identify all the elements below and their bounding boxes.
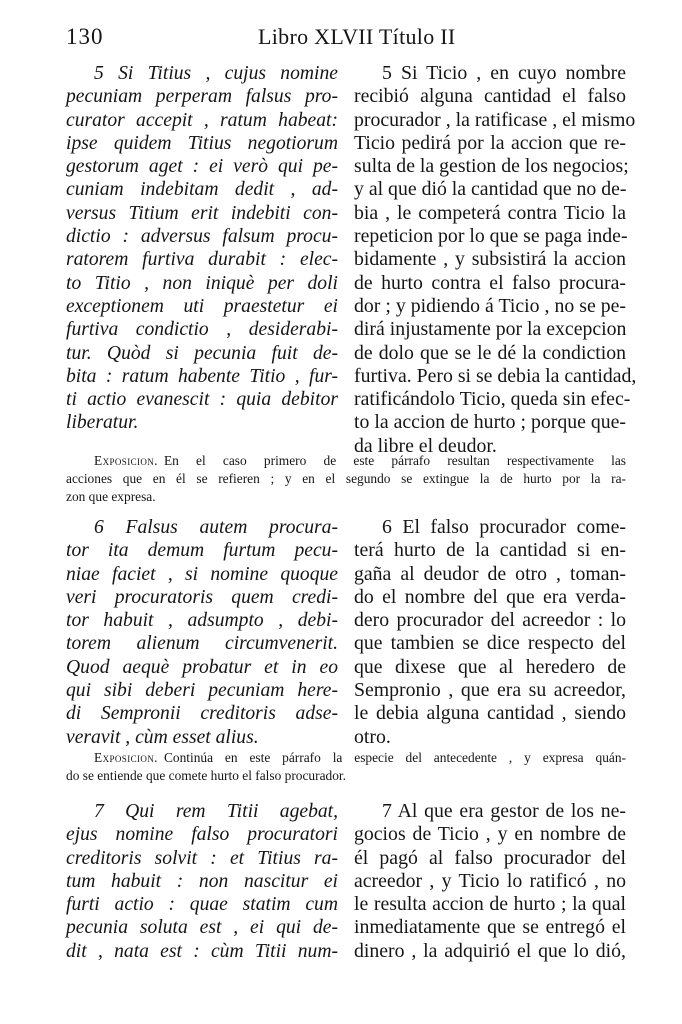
exposicion-line: acciones que en él se refieren ; y en el segundo se extingue la de hurto por la ra- [66,471,626,486]
spanish-line: recibió alguna cantidad el falso [354,85,626,108]
spanish-line: que tambien se dice respecto del [354,632,626,655]
spanish-line: dor ; y pidiendo á Ticio , no se pe- [354,294,626,317]
latin-line: gestorum aget : ei verò qui pe- [66,156,338,178]
page-header [66,24,626,54]
spanish-line: to la accion de hurto ; porque que- [354,411,626,434]
latin-line: liberatur. [66,412,139,434]
exposicion-text: En el caso primero de este párrafo resultan respectivamente las [163,453,626,468]
spanish-line: Sempronio , que era su acreedor, [354,679,626,702]
spanish-line: bidamente , y subsistirá la accion [354,248,626,271]
spanish-column [354,800,626,963]
spanish-line: de dolo que se le dé la condiction [354,341,626,364]
exposicion-text: Continúa en este párrafo la especie del antecedente , y expresa quán- [163,750,626,765]
latin-line: pecunia soluta est , ei qui de- [66,917,338,939]
exposicion-line: zon que expresa. [66,489,156,504]
latin-line: ratorem furtiva durabit : elec- [66,249,338,271]
spanish-column [354,62,637,458]
spanish-line: inmediatamente que se entregó el [354,916,626,939]
exposicion-label: Exposicion. [94,750,158,765]
latin-line: niae faciet , si nomine quoque [66,563,338,585]
spanish-line: 6 El falso procurador come- [382,516,626,538]
latin-line: 6 Falsus autem procura- [94,517,338,538]
spanish-line: 5 Si Ticio , en cuyo nombre [382,62,626,84]
latin-line: bita : ratum habente Titio , fur- [66,365,338,387]
latin-line: torem alienum circumvenerit. [66,633,338,655]
latin-line: Quod aequè probatur et in eo [66,656,338,678]
latin-line: exceptionem uti praestetur ei [66,295,338,317]
latin-line: qui sibi deberi pecuniam here- [66,680,338,702]
spanish-line: sulta de la gestion de los negocios; [354,155,629,178]
exposicion-note [66,749,626,785]
spanish-line: procurador , la ratificase , el mismo [354,108,636,131]
spanish-line: le resulta accion de hurto ; la qual [354,893,626,916]
latin-line: 5 Si Titius , cujus nomine [94,63,338,84]
spanish-line: 7 Al que era gestor de los ne- [382,800,626,822]
latin-line: tor habuit , adsumpto , debi- [66,610,338,632]
exposicion-note [66,452,626,506]
latin-line: cuniam indebitam dedit , ad- [66,179,338,201]
latin-line: veri procuratoris quem credi- [66,586,338,608]
exposicion-line: do se entiende que comete hurto el falso procurador. [66,768,346,783]
latin-line: tur. Quòd si pecunia fuit de- [66,342,338,364]
spanish-line: do el nombre del que era verda- [354,585,626,608]
spanish-line: Ticio pedirá por la accion que re- [354,131,626,154]
latin-line: di Sempronii creditoris adse- [66,703,338,725]
latin-line: creditoris solvit : et Titius ra- [66,847,338,869]
latin-line: tum habuit : non nascitur ei [66,870,338,892]
latin-line: dictio : adversus falsum procu- [66,226,338,248]
running-title: Libro XLVII Título II [258,24,456,49]
spanish-line: terá hurto de la cantidad si en- [354,539,626,562]
latin-line: curator accepit , ratum habeat: [66,109,338,131]
latin-line: pecuniam perperam falsus pro- [66,86,338,108]
spanish-line: y al que dió la cantidad que no de- [354,178,627,201]
spanish-line: dirá injustamente por la excepcion [354,318,627,341]
spanish-line: otro. [354,725,391,748]
latin-line: furtiva condictio , desiderabi- [66,319,338,341]
spanish-line: repeticion por lo que se paga inde- [354,225,628,248]
spanish-column [354,516,626,749]
exposicion-line [66,452,626,470]
spanish-line: furtiva. Pero si se debia la cantidad, [354,364,637,387]
latin-line: veravit , cùm esset alius. [66,726,259,748]
latin-column [66,62,338,435]
spanish-line: le debia alguna cantidad , siendo [354,702,626,725]
exposicion-line [66,749,626,767]
spanish-line: gocios de Ticio , y en nombre de [354,823,626,846]
spanish-line: de hurto contra el falso procura- [354,271,626,294]
latin-line: dit , nata est : cùm Titii num- [66,940,338,962]
latin-column [66,516,338,749]
latin-line: to Titio , non iniquè per doli [66,272,338,294]
exposicion-label: Exposicion. [94,453,158,468]
spanish-line: que dixese que al heredero de [354,655,626,678]
page-number: 130 [66,24,104,49]
latin-line: 7 Qui rem Titii agebat, [94,801,338,822]
spanish-line: ratificándolo Ticio, queda sin efec- [354,388,631,411]
spanish-line: dinero , la adquirió el que lo dió, [354,939,626,962]
spanish-line: bia , le competerá contra Ticio la [354,201,626,224]
latin-line: ti actio evanescit : quia debitor [66,389,338,411]
spanish-line: da libre el deudor. [354,434,497,457]
latin-line: versus Titium erit indebiti con- [66,202,338,224]
spanish-line: dero procurador del acreedor : lo [354,609,626,632]
spanish-line: él pagó al falso procurador del [354,846,626,869]
latin-column [66,800,338,963]
spanish-line: gaña al deudor de otro , toman- [354,562,626,585]
latin-line: tor ita demum furtum pecu- [66,540,338,562]
latin-line: ejus nomine falso procuratori [66,824,338,846]
spanish-line: acreedor , y Ticio lo ratificó , no [354,869,626,892]
latin-line: furti actio : quae statim cum [66,894,338,916]
latin-line: ipse quidem Titius negotiorum [66,132,338,154]
